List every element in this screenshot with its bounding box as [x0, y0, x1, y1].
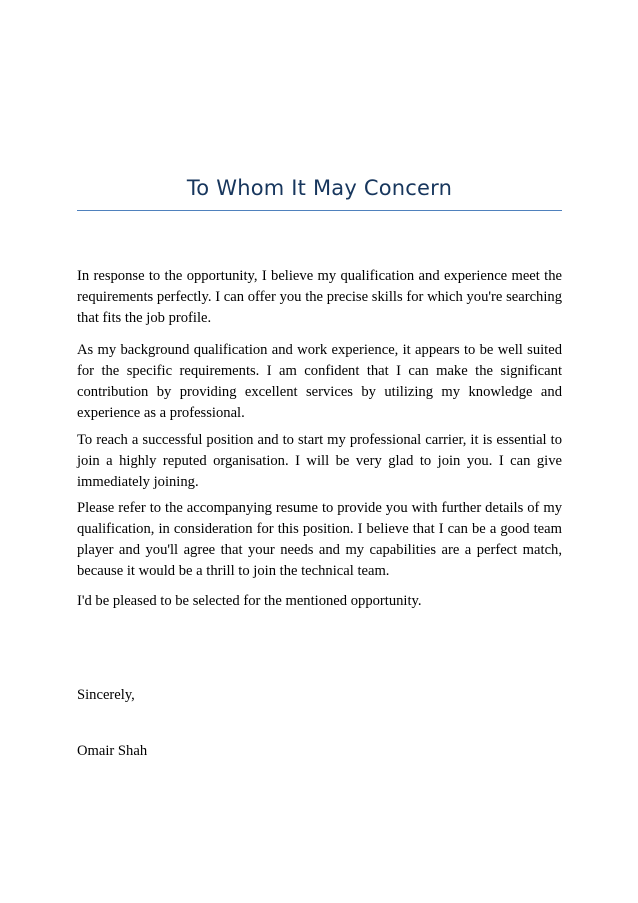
- paragraph-opportunity: In response to the opportunity, I believe my qualification and experience meet the requirements perfectly. I can offer you the precise skills for which you're searching that fits the job profile.: [77, 268, 562, 326]
- paragraph-background: As my background qualification and work experience, it appears to be well suited for the specific requirements. I am confident that I can make the significant contribution by providing excellent services by utilizing my knowledge and experience as a professional.: [77, 342, 562, 421]
- title-underline-rule: [77, 210, 562, 211]
- paragraph-resume-reference: Please refer to the accompanying resume to provide you with further details of my qualification, in consideration for this position. I believe that I can be a good team player and you'll agree that your needs and my capabilities are a perfect match, because it would be a thrill to join the technical team.: [77, 500, 562, 579]
- letter-closing: Sincerely,: [77, 687, 135, 703]
- letter-signature-name: Omair Shah: [77, 743, 148, 759]
- letter-title: To Whom It May Concern: [186, 176, 453, 200]
- paragraph-closing-statement: I'd be pleased to be selected for the mentioned opportunity.: [77, 593, 422, 609]
- paragraph-career-goal: To reach a successful position and to start my professional carrier, it is essential to join a highly reputed organisation. I will be very glad to join you. I can give immediately joining.: [77, 432, 562, 490]
